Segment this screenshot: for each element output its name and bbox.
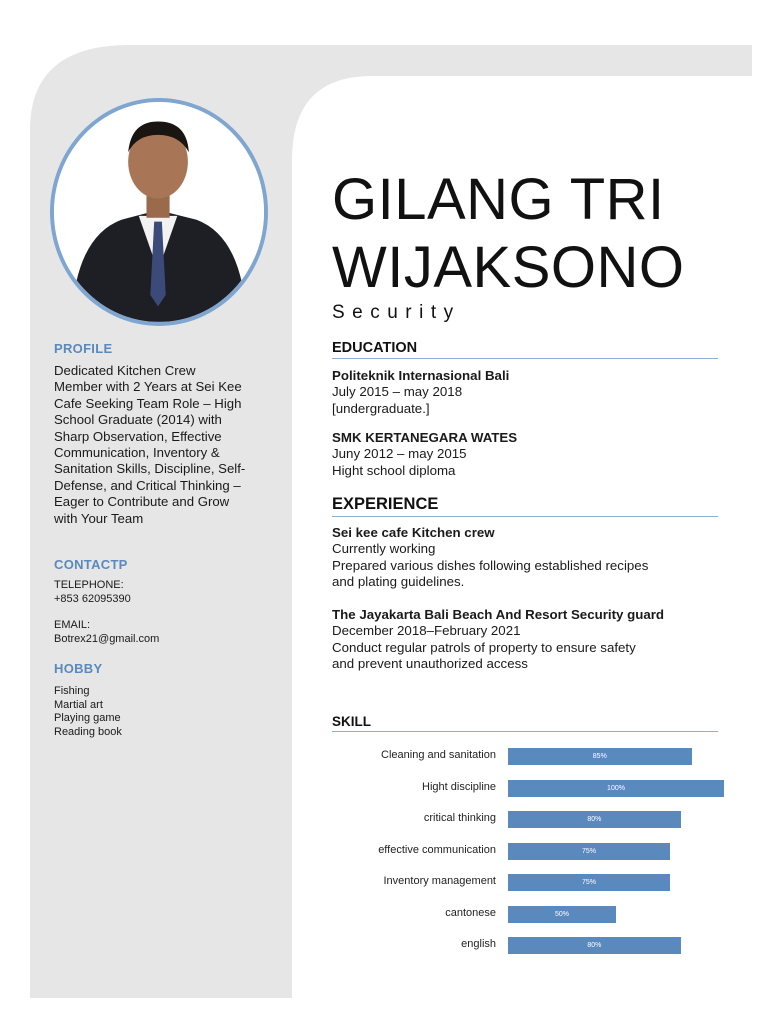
hobby-heading: HOBBY: [54, 661, 103, 676]
skill-label: Inventory management: [383, 875, 496, 887]
education-entry: Politeknik Internasional Bali July 2015 – may 2018 [undergraduate.]: [332, 368, 510, 416]
skill-value-label: 85%: [592, 753, 607, 760]
job-title: Security: [332, 302, 461, 323]
profile-heading: PROFILE: [54, 341, 113, 356]
experience-heading: EXPERIENCE: [332, 495, 718, 517]
profile-summary: Dedicated Kitchen Crew Member with 2 Years at Sei Kee Cafe Seeking Team Role – High School Graduate (2014) with Sharp Observation, Effective Communication, Inventory & Sanitation Skills, Discipline, Self- Defense, and Critical Thinking – Eager to Contribute and Grow with Your Team: [54, 363, 246, 526]
telephone-value: +853 62095390: [54, 592, 131, 605]
skill-value-label: 80%: [587, 942, 602, 949]
hobby-item: Playing game: [54, 712, 121, 724]
skill-value-label: 100%: [607, 784, 625, 792]
experience-entry: Sei kee cafe Kitchen crew Currently working Prepared various dishes following established recipes and plating guidelines.: [332, 525, 649, 590]
contact-details: [54, 579, 274, 646]
skill-value-label: 80%: [587, 816, 602, 823]
skill-label: Hight discipline: [422, 780, 496, 793]
hobby-item: Fishing: [54, 685, 90, 697]
skill-label: critical thinking: [423, 812, 496, 824]
skill-label: cantonese: [445, 906, 496, 919]
contact-heading: CONTACTP: [54, 557, 128, 572]
skill-value-label: 75%: [581, 879, 596, 886]
experience-entry: The Jayakarta Bali Beach And Resort Security guard December 2018–February 2021 Conduct regular patrols of property to ensure safety and prevent unauthorized access: [332, 607, 665, 672]
hobby-list: [54, 685, 274, 739]
education-heading: EDUCATION: [332, 340, 718, 359]
skill-heading: SKILL: [332, 714, 718, 732]
profile-photo: [50, 98, 268, 326]
telephone-label: TELEPHONE:: [54, 579, 124, 591]
skill-label: english: [461, 938, 496, 950]
skill-value-label: 50%: [554, 910, 569, 918]
email-value: Botrex21@gmail.com: [54, 632, 160, 645]
email-label: EMAIL:: [54, 619, 91, 631]
hobby-item: Martial art: [54, 698, 103, 711]
skill-value-label: 75%: [581, 847, 596, 855]
skill-label: effective communication: [378, 843, 496, 856]
candidate-name: GILANG TRI WIJAKSONO: [332, 167, 685, 300]
skill-label: Cleaning and sanitation: [381, 749, 496, 761]
hobby-item: Reading book: [54, 725, 122, 738]
education-entry: SMK KERTANEGARA WATES Juny 2012 – may 2015 Hight school diploma: [332, 430, 518, 478]
person-photo-icon: [54, 102, 264, 322]
